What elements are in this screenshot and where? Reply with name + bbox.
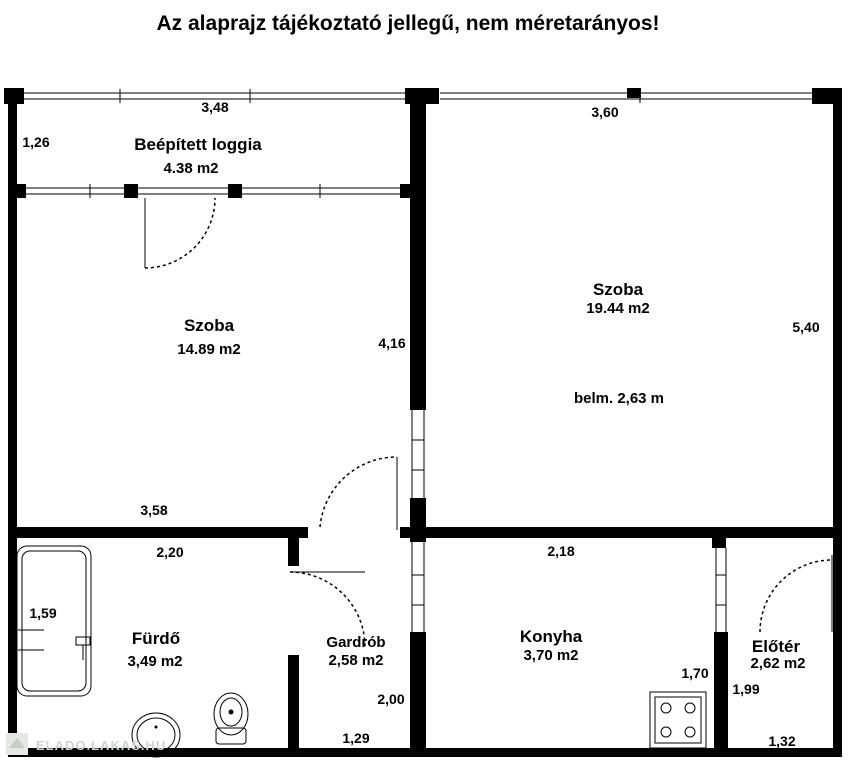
faucet-icon [18, 630, 90, 660]
room-area-szoba-left: 14.89 m2 [177, 341, 241, 358]
dim-furdo-width: 2,20 [156, 544, 184, 560]
doors [145, 198, 836, 647]
room-name-szoba-left: Szoba [183, 316, 235, 335]
dim-eloter-width: 1,32 [768, 733, 796, 749]
room-name-loggia: Beépített loggia [134, 135, 262, 154]
dim-loggia-width: 3,48 [201, 99, 229, 115]
dim-right-side: 5,40 [792, 319, 820, 335]
room-name-gardrob: Gardrób [326, 634, 386, 651]
room-area-gardrob: 2,58 m2 [328, 652, 384, 669]
room-area-konyha: 3,70 m2 [523, 647, 579, 664]
room-area-loggia: 4.38 m2 [163, 160, 219, 177]
watermark-logo-icon [6, 733, 28, 755]
plan-disclaimer-title: Az alaprajz tájékoztató jellegű, nem méretarányos! [156, 12, 660, 35]
dim-right-top: 3,60 [591, 104, 619, 120]
ceiling-height: belm. 2,63 m [573, 390, 665, 407]
dim-gardrob-width: 1,29 [342, 730, 370, 746]
stove-icon [650, 692, 706, 748]
watermark-text: ELADO.LAKAS.HU [36, 738, 167, 753]
dim-eloter-side: 1,99 [732, 681, 760, 697]
room-name-szoba-right: Szoba [592, 280, 644, 299]
dim-middle-wall: 4,16 [378, 335, 406, 351]
room-name-eloter: Előtér [751, 637, 801, 656]
dim-gardrob-depth: 2,00 [377, 691, 405, 707]
room-name-konyha: Konyha [519, 627, 583, 646]
room-area-eloter: 2,62 m2 [750, 655, 806, 672]
dim-left-bottom: 3,58 [140, 502, 168, 518]
dim-konyha-width: 2,18 [547, 543, 575, 559]
bathtub-icon [17, 546, 91, 696]
room-area-furdo: 3,49 m2 [127, 653, 183, 670]
dim-konyha-side: 1,70 [681, 665, 709, 681]
room-area-szoba-right: 19.44 m2 [586, 300, 650, 317]
dim-furdo-depth: 1,59 [29, 605, 57, 621]
dim-loggia-depth: 1,26 [22, 134, 50, 150]
room-name-furdo: Fürdő [131, 629, 181, 648]
toilet-icon [214, 693, 248, 744]
